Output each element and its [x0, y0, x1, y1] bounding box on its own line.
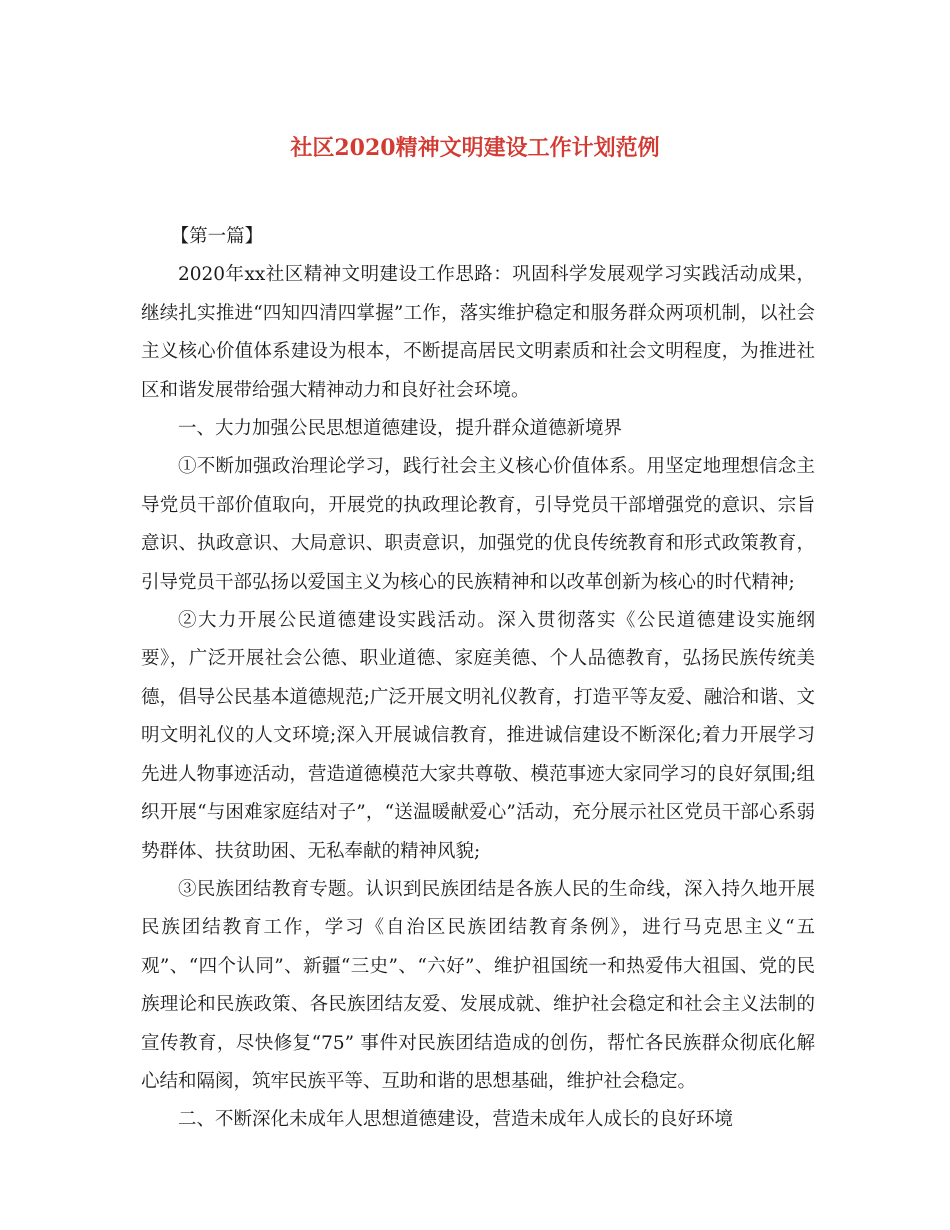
section-heading-1: 一、大力加强公民思想道德建设，提升群众道德新境界: [178, 418, 623, 440]
paragraph-item-1: ①不断加强政治理论学习，践行社会主义核心价值体系。用坚定地理想信念主导党员干部价值取向，开展党的执政理论教育，引导党员干部增强党的意识、宗旨意识、执政意识、大局意识、职责意识，加强党的优良传统教育和形式政策教育，引导党员干部弘扬以爱国主义为核心的民族精神和以改革创新为核心的时代精神;: [141, 456, 815, 593]
paragraph-item-2: ②大力开展公民道德建设实践活动。深入贯彻落实《公民道德建设实施纲要》，广泛开展社会公德、职业道德、家庭美德、个人品德教育，弘扬民族传统美德，倡导公民基本道德规范;广泛开展文明礼仪教育，打造平等友爱、融洽和谐、文明文明礼仪的人文环境;深入开展诚信教育，推进诚信建设不断深化;着力开展学习先进人物事迹活动，营造道德模范大家共尊敬、模范事迹大家同学习的良好氛围;组织开展“与困难家庭结对子”，“送温暖献爱心”活动，充分展示社区党员干部心系弱势群体、扶贫助困、无私奉献的精神风貌;: [141, 610, 815, 862]
section-heading-2: 二、不断深化未成年人思想道德建设，营造未成年人成长的良好环境: [178, 1109, 734, 1131]
paragraph-item-3: ③民族团结教育专题。认识到民族团结是各族人民的生命线，深入持久地开展民族团结教育工作，学习《自治区民族团结教育条例》，进行马克思主义“五观”、“四个认同”、新疆“三史”、“六好”、维护祖国统一和热爱伟大祖国、党的民族理论和民族政策、各民族团结友爱、发展成就、维护社会稳定和社会主义法制的宣传教育，尽快修复“75” 事件对民族团结造成的创伤，帮忙各民族群众彻底化解心结和隔阂，筑牢民族平等、互助和谐的思想基础，维护社会稳定。: [141, 878, 815, 1092]
section-marker: 【第一篇】: [170, 226, 264, 247]
document-body: [141, 218, 815, 1140]
paragraph-intro: 2020年xx社区精神文明建设工作思路：巩固科学发展观学习实践活动成果，继续扎实推进“四知四清四掌握”工作，落实维护稳定和服务群众两项机制，以社会主义核心价值体系建设为根本，不断提高居民文明素质和社会文明程度，为推进社区和谐发展带给强大精神动力和良好社会环境。: [141, 264, 815, 401]
document-title: 社区2020精神文明建设工作计划范例: [290, 135, 660, 161]
